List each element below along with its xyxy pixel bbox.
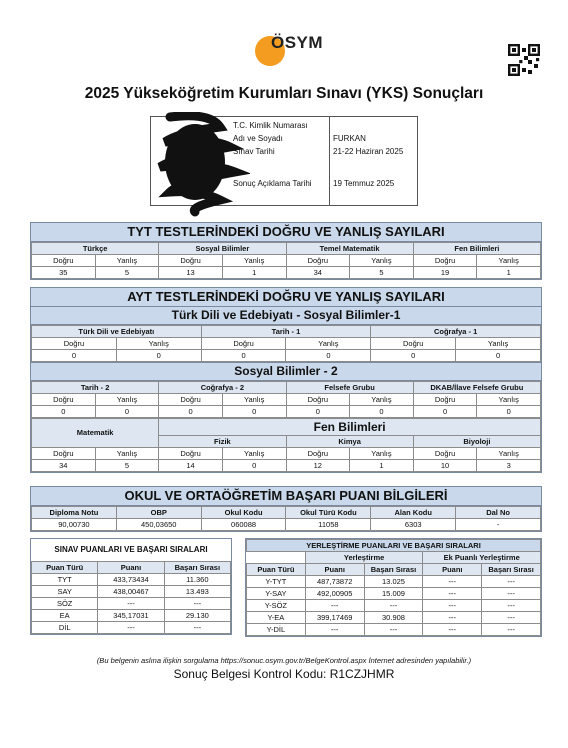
subject-header: Fen Bilimleri <box>413 243 540 255</box>
placement-scores-section <box>245 538 542 637</box>
table-row: Y-SAY 492,00905 15.009 --- --- <box>247 588 541 600</box>
obp-table: Diploma Notu OBP Okul Kodu Okul Türü Kodu Alan Kodu Dal No 90,00730 450,03650 060088 11058 6303 - <box>31 506 541 531</box>
math-header: Matematik <box>32 419 159 448</box>
placement-scores-title: YERLEŞTİRME PUANLARI VE BAŞARI SIRALARI <box>247 540 541 552</box>
obp-section <box>30 486 542 532</box>
exam-scores-title: SINAV PUANLARI VE BAŞARI SIRALARI <box>32 539 231 562</box>
table-row: EA 345,17031 29.130 <box>32 610 231 622</box>
obp-title: OKUL VE ORTAÖĞRETİM BAŞARI PUANI BİLGİLERİ <box>31 487 541 506</box>
tyt-title: TYT TESTLERİNDEKİ DOĞRU VE YANLIŞ SAYILARI <box>31 223 541 242</box>
osym-logo-text: ÖSYM <box>271 33 324 52</box>
subject-header: Türkçe <box>32 243 159 255</box>
ayt-sub1-table: Türk Dili ve Edebiyatı Tarih - 1 Coğrafya - 1 Doğru Yanlış Doğru Yanlış Doğru Yanlış 0 0 0 0 0 0 <box>31 325 541 362</box>
verification-note: (Bu belgenin aslına ilişkin sorgulama https://sonuc.osym.gov.tr/BelgeKontrol.aspx İnternet adresinden yapılabilir.) <box>96 656 472 665</box>
ayt-sub2-title: Sosyal Bilimler - 2 <box>31 362 541 381</box>
identity-row: Sınav Tarihi 21-22 Haziran 2025 <box>233 147 404 156</box>
table-row: Y-DİL --- --- --- --- <box>247 624 541 636</box>
ayt-math-fen-table: Matematik Fen Bilimleri Fizik Kimya Biyoloji Doğru Yanlış Doğru Yanlış Doğru Yanlış Doğru Yanlış 34 5 14 0 12 1 10 3 <box>31 418 541 472</box>
identity-row: Adı ve Soyadı FURKAN <box>233 134 366 143</box>
subject-header: Sosyal Bilimler <box>159 243 286 255</box>
ayt-section <box>30 287 542 473</box>
subject-header: Coğrafya - 2 <box>159 382 286 394</box>
redaction-scribble <box>150 112 250 217</box>
table-row: Y-EA 399,17469 30.908 --- --- <box>247 612 541 624</box>
subject-header: Coğrafya - 1 <box>371 326 541 338</box>
table-row: SÖZ --- --- <box>32 598 231 610</box>
fen-title: Fen Bilimleri <box>159 419 541 436</box>
ayt-sub2-table: Tarih - 2 Coğrafya - 2 Felsefe Grubu DKAB/İlave Felsefe Grubu Doğru Yanlış Doğru Yanlış Doğru Yanlış Doğru Yanlış 0 0 0 0 0 0 0 0 <box>31 381 541 418</box>
exam-scores-table: SINAV PUANLARI VE BAŞARI SIRALARI Puan Türü Puanı Başarı Sırası TYT 433,73434 11.360 SAY 438,00467 13.493 SÖZ --- --- EA 345,17031 29.130 DİL --- --- <box>31 539 231 634</box>
subject-header: Temel Matematik <box>286 243 413 255</box>
subject-header: Felsefe Grubu <box>286 382 413 394</box>
table-row: DİL --- --- <box>32 622 231 634</box>
ayt-title: AYT TESTLERİNDEKİ DOĞRU VE YANLIŞ SAYILARI <box>31 288 541 307</box>
subject-header: DKAB/İlave Felsefe Grubu <box>413 382 540 394</box>
identity-row: Sonuç Açıklama Tarihi 19 Temmuz 2025 <box>233 179 395 188</box>
exam-scores-section <box>30 538 232 635</box>
table-row: Y-SÖZ --- --- --- --- <box>247 600 541 612</box>
table-row: TYT 433,73434 11.360 <box>32 574 231 586</box>
table-row: SAY 438,00467 13.493 <box>32 586 231 598</box>
control-code: Sonuç Belgesi Kontrol Kodu: R1CZJHMR <box>173 667 395 681</box>
subject-header: Biyoloji <box>413 436 540 448</box>
qr-code <box>508 44 540 76</box>
subject-header: Tarih - 2 <box>32 382 159 394</box>
subject-header: Tarih - 1 <box>201 326 371 338</box>
subject-header: Kimya <box>286 436 413 448</box>
subject-header: Fizik <box>159 436 286 448</box>
tyt-table: Türkçe Sosyal Bilimler Temel Matematik Fen Bilimleri Doğru Yanlış Doğru Yanlış Doğru Yanlış Doğru Yanlış 35 5 13 1 34 5 19 1 <box>31 242 541 279</box>
table-row: Y-TYT 487,73872 13.025 --- --- <box>247 576 541 588</box>
osym-logo <box>255 30 325 70</box>
page-title: 2025 Yükseköğretim Kurumları Sınavı (YKS) Sonuçları <box>84 85 484 102</box>
subject-header: Türk Dili ve Edebiyatı <box>32 326 202 338</box>
ayt-sub1-title: Türk Dili ve Edebiyatı - Sosyal Bilimler-1 <box>31 307 541 325</box>
identity-row: T.C. Kimlik Numarası <box>233 121 308 130</box>
placement-scores-table: YERLEŞTİRME PUANLARI VE BAŞARI SIRALARI Yerleştirme Ek Puanlı Yerleştirme Puan Türü Puanı Başarı Sırası Puanı Başarı Sırası Y-TYT 487,73872 13.025 --- --- Y-SAY 492,00905 15.009 --- --- Y-SÖZ --- --- --- --- Y-EA 399,17469 30.908 --- --- Y-DİL --- --- --- --- <box>246 539 541 636</box>
tyt-section <box>30 222 542 280</box>
